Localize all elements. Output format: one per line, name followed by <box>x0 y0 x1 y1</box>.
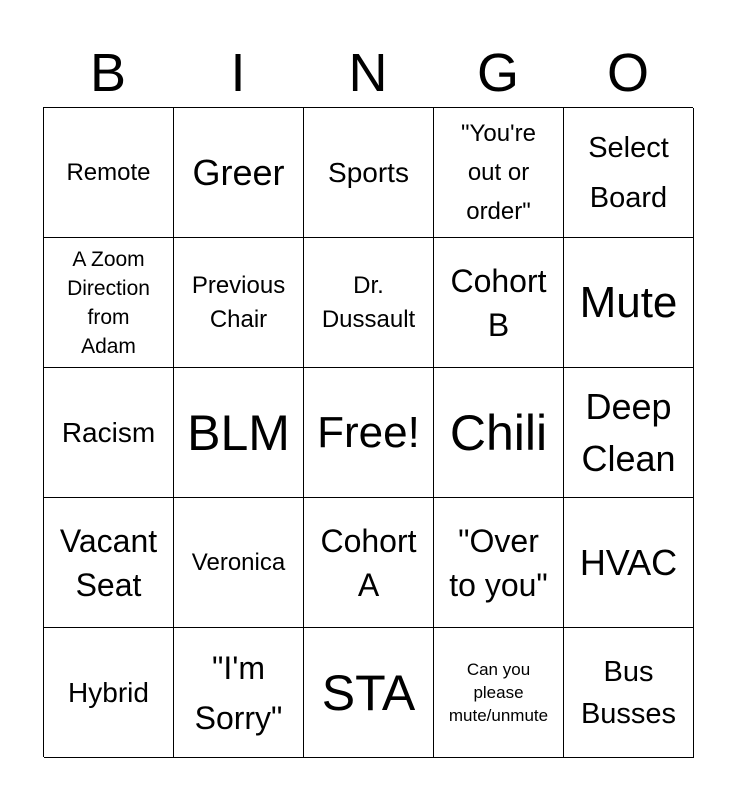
header-letter-g: G <box>476 43 519 103</box>
cell-label: Vacant Seat <box>59 522 158 603</box>
cell-label: STA <box>321 664 416 721</box>
header-letter-i: I <box>230 43 246 103</box>
cell-label: Can you please mute/unmute <box>448 660 549 725</box>
bingo-cell[interactable] <box>434 628 564 758</box>
cell-label: Greer <box>192 151 285 193</box>
bingo-cell[interactable] <box>434 108 564 238</box>
bingo-cell[interactable] <box>44 628 174 758</box>
cell-label: Chili <box>449 404 548 461</box>
bingo-cell[interactable] <box>44 368 174 498</box>
cell-label: A Zoom Direction from Adam <box>67 247 150 358</box>
bingo-cell[interactable] <box>564 108 694 238</box>
bingo-cell[interactable] <box>304 238 434 368</box>
cell-label: Free! <box>317 407 420 457</box>
bingo-cell[interactable] <box>44 108 174 238</box>
bingo-cell[interactable] <box>174 498 304 628</box>
header-letter-b: B <box>89 43 127 103</box>
bingo-cell[interactable] <box>564 628 694 758</box>
cell-label: Cohort B <box>450 262 547 343</box>
header-letter-n: N <box>348 43 388 103</box>
cell-label: Select Board <box>588 131 669 214</box>
cell-label: "Over to you" <box>449 522 548 603</box>
cell-label: BLM <box>187 404 290 461</box>
bingo-cell[interactable] <box>304 368 434 498</box>
cell-label: "You're out or order" <box>461 120 536 225</box>
bingo-cell[interactable] <box>174 108 304 238</box>
cell-label: Hybrid <box>68 676 149 708</box>
cell-label: Cohort A <box>320 522 417 603</box>
bingo-cell[interactable] <box>304 628 434 758</box>
cell-label: Sports <box>328 156 409 188</box>
cell-label: Racism <box>61 416 156 448</box>
cell-label: Previous Chair <box>191 271 286 333</box>
bingo-cell[interactable] <box>174 628 304 758</box>
bingo-cell[interactable] <box>44 238 174 368</box>
bingo-cell[interactable] <box>44 498 174 628</box>
header-letter-o: O <box>606 43 649 103</box>
cell-label: Remote <box>66 158 151 186</box>
cell-label: Mute <box>579 277 678 327</box>
bingo-cell[interactable] <box>304 498 434 628</box>
bingo-cell[interactable] <box>434 238 564 368</box>
bingo-cell[interactable] <box>434 498 564 628</box>
cell-label: Veronica <box>191 548 286 576</box>
bingo-board <box>43 107 693 757</box>
bingo-cell[interactable] <box>304 108 434 238</box>
cell-label: Bus Busses <box>580 655 677 730</box>
cell-label: "I'm Sorry" <box>194 649 283 736</box>
cell-label: Deep Clean <box>581 385 676 479</box>
bingo-cell[interactable] <box>434 368 564 498</box>
bingo-header <box>43 40 693 106</box>
bingo-cell[interactable] <box>174 238 304 368</box>
bingo-cell[interactable] <box>564 498 694 628</box>
bingo-cell[interactable] <box>174 368 304 498</box>
cell-label: HVAC <box>579 541 678 583</box>
bingo-cell[interactable] <box>564 368 694 498</box>
cell-label: Dr. Dussault <box>321 271 416 333</box>
bingo-cell[interactable] <box>564 238 694 368</box>
